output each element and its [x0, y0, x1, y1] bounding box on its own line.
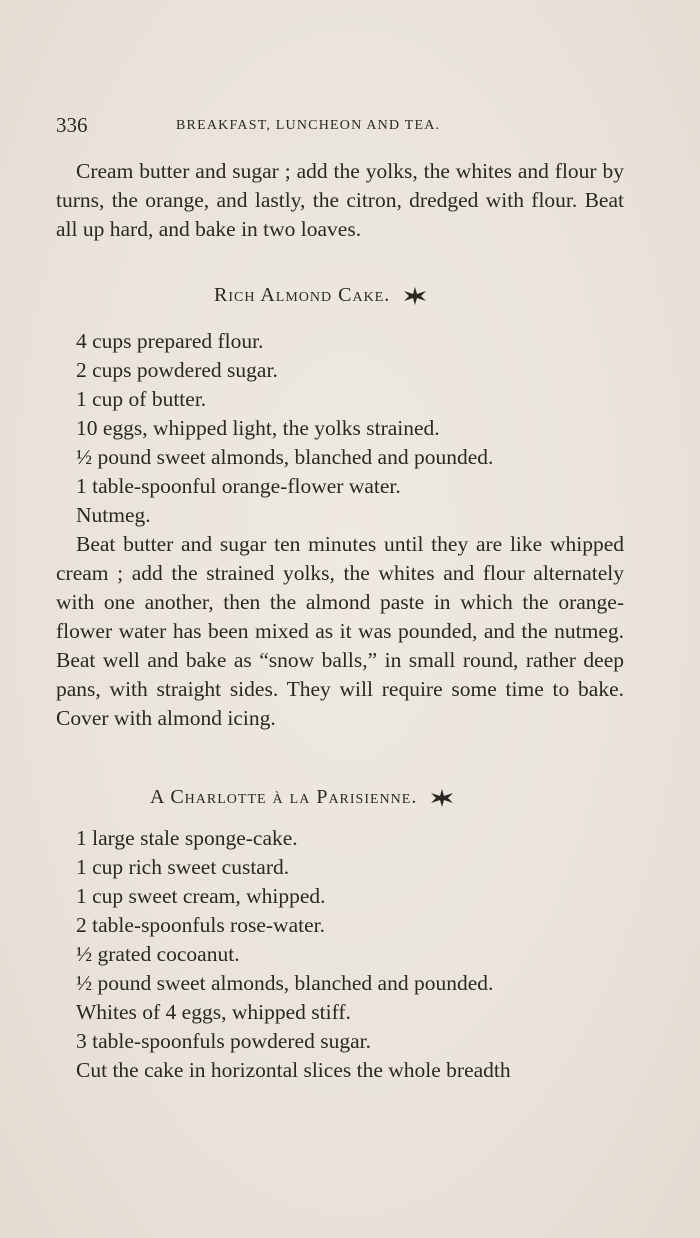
page-number: 336: [56, 113, 88, 137]
ingredient-item: 1 large stale sponge-cake.: [76, 826, 298, 850]
ingredient-item: 1 cup rich sweet custard.: [76, 855, 290, 879]
ingredient-item: 1 table-spoonful orange-flower water.: [76, 474, 401, 498]
intro-paragraph-text: Cream butter and sugar ; add the yolks, the whites and flour by turns, the orange, and lastly, the citron, dredged with flour. Beat all up hard, and bake in two loaves.: [56, 159, 624, 241]
ingredient-item: 2 cups powdered sugar.: [76, 358, 278, 382]
recipe2-title: A Charlotte à la Parisienne.: [150, 786, 418, 808]
maltese-cross-icon: [429, 787, 455, 809]
ingredient-item: ½ pound sweet almonds, blanched and pounded.: [76, 445, 494, 469]
recipe2-directions: [56, 1056, 624, 1085]
recipe1-ingredients: [76, 327, 493, 530]
ingredient-item: ½ pound sweet almonds, blanched and pounded.: [76, 971, 494, 995]
page-header: [56, 113, 626, 137]
recipe2-heading: [150, 786, 455, 809]
ingredient-item: 2 table-spoonfuls rose-water.: [76, 913, 325, 937]
ingredient-item: Whites of 4 eggs, whipped stiff.: [76, 1000, 351, 1024]
maltese-cross-icon: [402, 285, 428, 307]
recipe1-title: Rich Almond Cake.: [214, 284, 391, 306]
running-head: BREAKFAST, LUNCHEON AND TEA.: [176, 118, 441, 133]
intro-paragraph: [56, 157, 624, 244]
recipe1-directions: [56, 530, 624, 733]
recipe1-directions-text: Beat butter and sugar ten minutes until they are like whipped cream ; add the strained yolks, the whites and flour alternately with one another, then the almond paste in which the orange-flower water has been mixed as it was pounded, and the nutmeg. Beat well and bake as “snow balls,” in small round, rather deep pans, with straight sides. They will require some time to bake. Cover with almond icing.: [56, 532, 624, 730]
ingredient-item: Nutmeg.: [76, 503, 151, 527]
recipe1-heading: [214, 284, 428, 307]
ingredient-item: 1 cup of butter.: [76, 387, 207, 411]
ingredient-item: 10 eggs, whipped light, the yolks strained.: [76, 416, 440, 440]
ingredient-item: 1 cup sweet cream, whipped.: [76, 884, 326, 908]
ingredient-item: 3 table-spoonfuls powdered sugar.: [76, 1029, 371, 1053]
ingredient-item: 4 cups prepared flour.: [76, 329, 264, 353]
recipe2-directions-text: Cut the cake in horizontal slices the whole breadth: [76, 1058, 511, 1082]
recipe2-ingredients: [76, 824, 493, 1056]
ingredient-item: ½ grated cocoanut.: [76, 942, 240, 966]
